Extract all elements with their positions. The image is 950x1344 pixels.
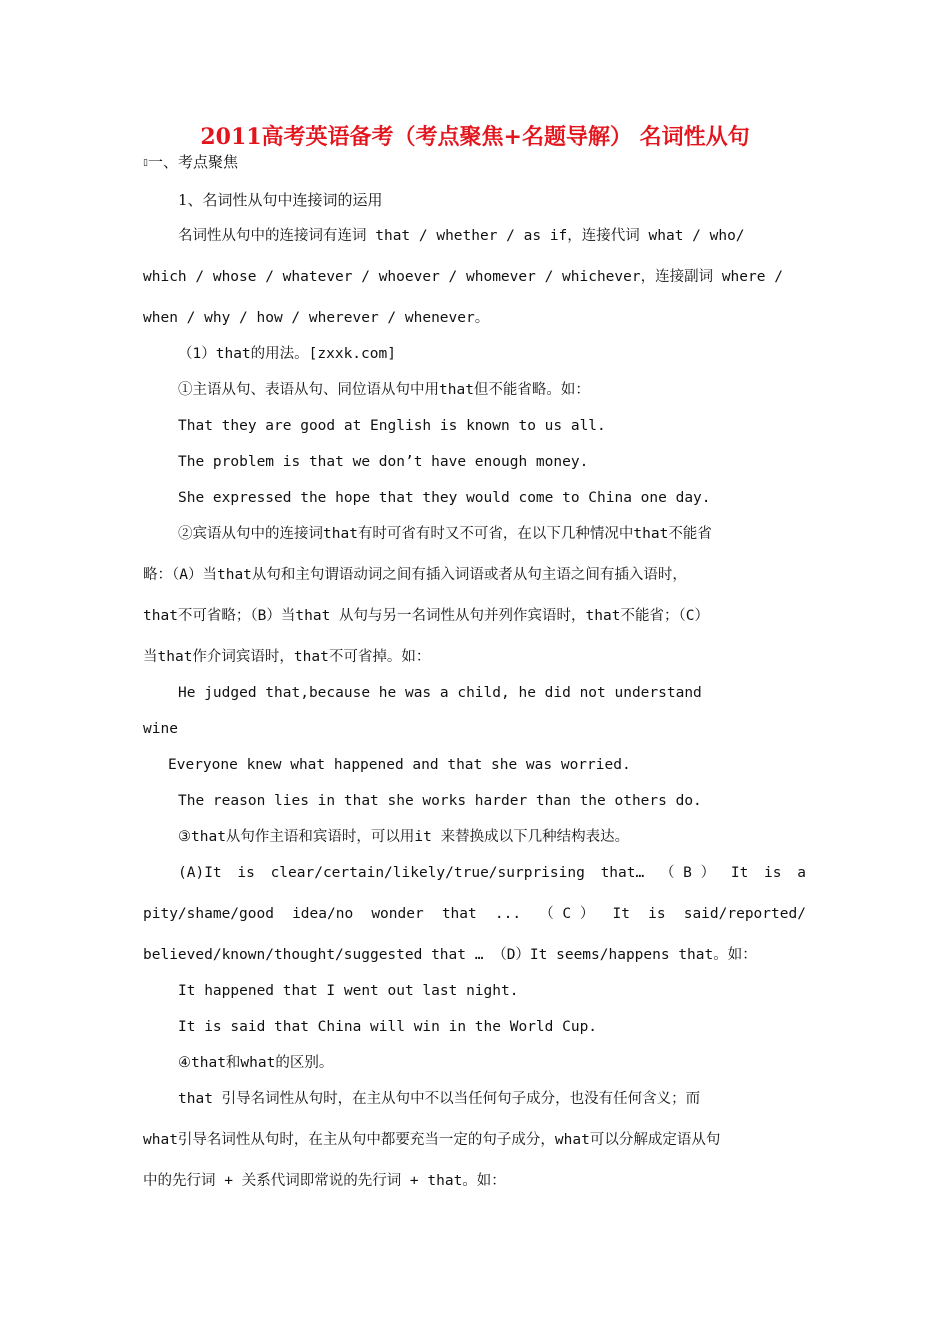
- rule-text: that不可省略；（B）当that 从句与另一名词性从句并列作宾语时，that不能省；（C）: [143, 608, 709, 624]
- rule-text: ③that从句作主语和宾语时，可以用it 来替换成以下几种结构表达。: [178, 829, 630, 845]
- rule-text: 略：（A）当that从句和主句谓语动词之间有插入词语或者从句主语之间有插入语时，: [143, 567, 687, 583]
- paragraph-line: which / whose / whatever / whoever / whomever / whichever，连接副词 where /: [143, 269, 783, 285]
- page-title: 2011高考英语备考（考点聚焦+名题导解） 名词性从句: [200, 124, 750, 150]
- rule-text: ①主语从句、表语从句、同位语从句中用that但不能省略。如：: [178, 382, 590, 398]
- example-sentence: It is said that China will win in the World Cup.: [178, 1019, 598, 1035]
- example-sentence: He judged that,because he was a child, he did not understand: [178, 685, 702, 701]
- paragraph-line: 名词性从句中的连接词有连词 that / whether / as if，连接代词 what / who/: [178, 228, 745, 244]
- structure-line: believed/known/thought/suggested that … （D）It seems/happens that。如：: [143, 947, 757, 963]
- example-sentence: wine: [143, 721, 178, 737]
- subsection-heading: 1、名词性从句中连接词的运用: [178, 191, 383, 209]
- structure-line: (A)It is clear/certain/likely/true/surprising that… （ B ） It is a: [178, 865, 806, 881]
- rule-text: ④that和what的区别。: [178, 1055, 334, 1071]
- rule-text: 当that作介词宾语时，that不可省掉。如：: [143, 649, 431, 665]
- example-sentence: She expressed the hope that they would come to China one day.: [178, 490, 711, 506]
- rule-text: ②宾语从句中的连接词that有时可省有时又不可省，在以下几种情况中that不能省: [178, 526, 712, 542]
- paragraph-line: what引导名词性从句时，在主从句中都要充当一定的句子成分，what可以分解成定语从句: [143, 1132, 721, 1148]
- paragraph-line: when / why / how / wherever / whenever。: [143, 310, 490, 326]
- section-heading: ▯一、考点聚焦: [143, 153, 238, 171]
- example-sentence: The problem is that we don’t have enough money.: [178, 454, 589, 470]
- structure-line: pity/shame/good idea/no wonder that ... （ C ） It is said/reported/: [143, 906, 806, 922]
- example-sentence: It happened that I went out last night.: [178, 983, 519, 999]
- example-sentence: That they are good at English is known to us all.: [178, 418, 606, 434]
- example-sentence: The reason lies in that she works harder than the others do.: [178, 793, 702, 809]
- paragraph-line: 中的先行词 + 关系代词即常说的先行词 + that。如：: [143, 1173, 506, 1189]
- example-sentence: Everyone knew what happened and that she was worried.: [168, 757, 631, 773]
- paragraph-line: that 引导名词性从句时，在主从句中不以当任何句子成分，也没有任何含义；而: [178, 1091, 701, 1107]
- usage-heading: （1）that的用法。[zxxk.com]: [178, 346, 396, 362]
- bullet-icon: ▯: [143, 158, 148, 168]
